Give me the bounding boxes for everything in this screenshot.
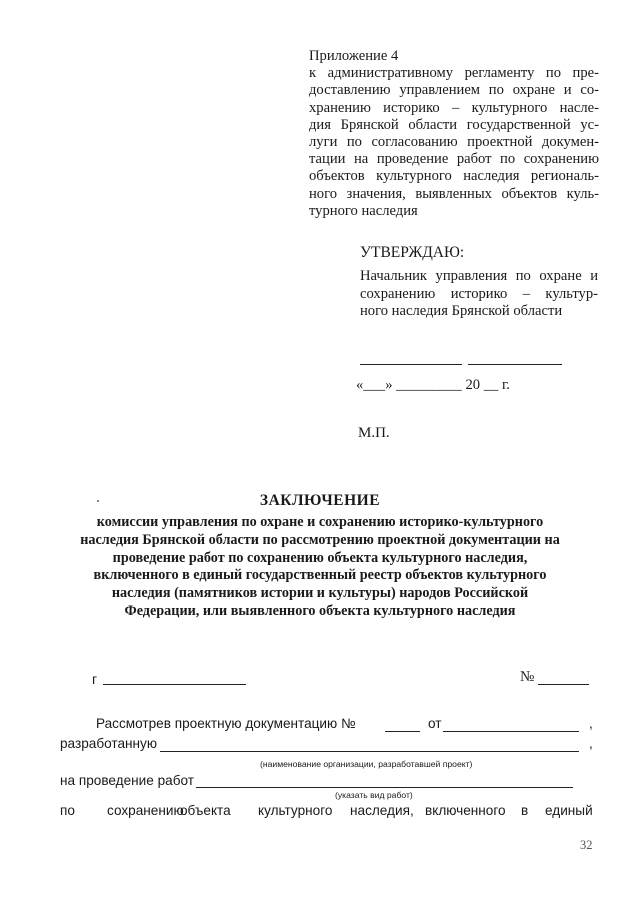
document-title: ЗАКЛЮЧЕНИЕ <box>259 492 381 509</box>
appendix-line: Приложение 4 <box>309 48 399 64</box>
body-line-word: в <box>521 803 529 818</box>
works-type-caption: (указать вид работ) <box>335 790 413 800</box>
heading-line: проведение работ по сохранению объекта культурного наследия, <box>112 549 528 566</box>
approval-title: УТВЕРЖДАЮ: <box>360 244 465 261</box>
developer-caption: (наименование организации, разработавшей проект) <box>260 759 473 769</box>
appendix-line: к административному регламенту по пре- <box>309 65 599 82</box>
body-text-from: от <box>428 716 442 731</box>
heading-line: включенного в единый государственный реестр объектов культурного <box>93 567 547 584</box>
body-line-word: наследия, <box>350 803 414 818</box>
body-line-word: включенного <box>425 803 506 818</box>
appendix-line: хранению историко – культурного насле- <box>309 99 599 116</box>
body-text-developed: разработанную <box>60 736 158 751</box>
number-field-line <box>538 684 589 685</box>
body-line-word: единый <box>545 803 593 818</box>
stamp-placeholder: М.П. <box>358 425 390 441</box>
doc-number-line <box>385 731 420 732</box>
appendix-line: тации на проведение работ по сохранению <box>309 151 599 168</box>
city-field-line <box>103 684 246 685</box>
appendix-line: турного наследия <box>309 202 418 219</box>
heading-line: Федерации, или выявленного объекта культурного наследия <box>124 602 516 619</box>
heading-line: наследия (памятников истории и культуры) народов Российской <box>111 585 529 602</box>
approval-date-line: «___» _________ 20 __ г. <box>356 377 510 393</box>
body-comma: , <box>589 736 593 751</box>
appendix-block <box>309 48 599 220</box>
number-sign: № <box>520 669 535 685</box>
approval-position-line: сохранению историко – культур- <box>360 285 598 302</box>
body-line-word: сохранению <box>107 803 184 818</box>
appendix-line: дия Брянской области государственной ус- <box>309 116 599 133</box>
body-comma: , <box>589 716 593 731</box>
developer-line <box>160 751 579 752</box>
body-line-word: культурного <box>258 803 333 818</box>
body-text-considered: Рассмотрев проектную документацию № <box>96 716 356 731</box>
city-prefix: г <box>92 671 98 687</box>
heading-line: комиссии управления по охране и сохранению историко-культурного <box>96 514 544 530</box>
body-line-word: объекта <box>180 803 231 818</box>
approval-position-line: Начальник управления по охране и <box>360 268 598 284</box>
approval-position <box>360 268 598 321</box>
body-line-word: по <box>60 803 75 818</box>
signature-line <box>360 364 462 365</box>
approval-position-line: ного наследия Брянской области <box>360 303 563 320</box>
appendix-line: доставлению управлением по охране и со- <box>309 82 599 99</box>
appendix-line: объектов культурного наследия региональ- <box>309 168 599 185</box>
appendix-line: луги по согласованию проектной докумен- <box>309 134 599 151</box>
appendix-line: ного значения, выявленных объектов куль- <box>309 185 599 202</box>
doc-date-line <box>443 731 579 732</box>
document-heading <box>60 492 580 621</box>
body-text-works: на проведение работ <box>60 773 194 788</box>
heading-line: наследия Брянской области по рассмотрению проектной документации на <box>80 531 560 548</box>
works-type-line <box>196 787 573 788</box>
page-number: 32 <box>580 838 593 852</box>
name-line <box>468 364 562 365</box>
